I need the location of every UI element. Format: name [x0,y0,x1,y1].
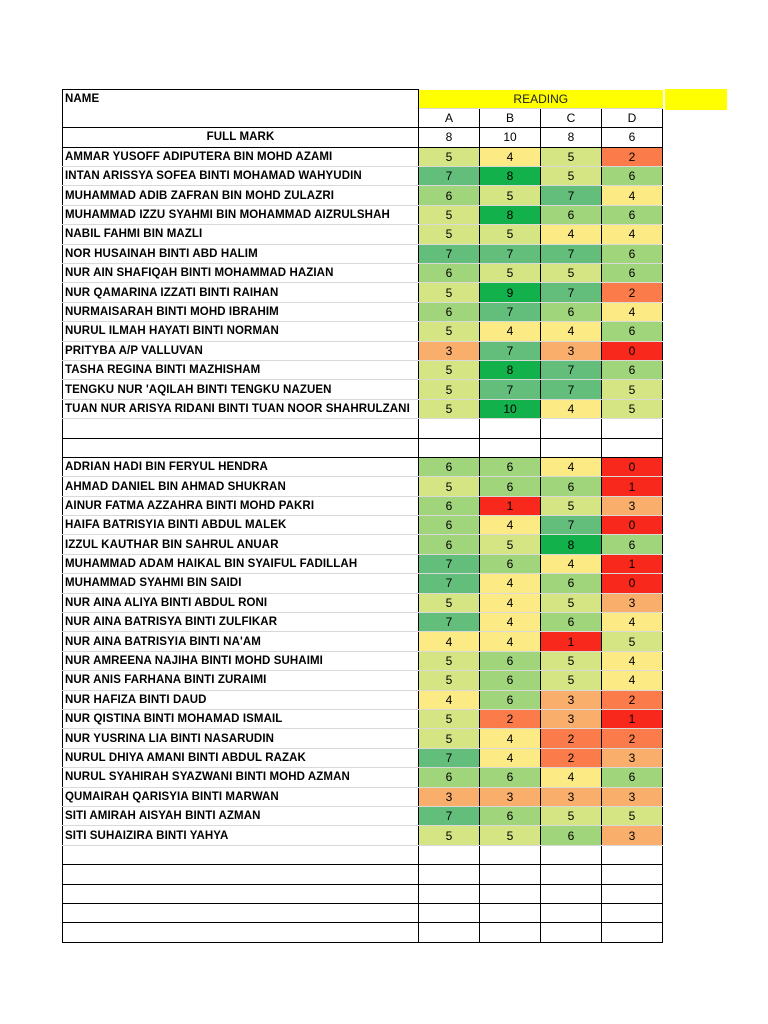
student-name-cell[interactable]: TUAN NUR ARISYA RIDANI BINTI TUAN NOOR SHAHRULZANI [63,399,419,418]
score-cell-b[interactable]: 5 [480,826,541,845]
score-cell-d[interactable]: 4 [602,671,663,690]
student-name-cell[interactable]: MUHAMMAD IZZU SYAHMI BIN MOHAMMAD AIZRULSHAH [63,205,419,224]
empty-name-cell[interactable] [63,419,419,438]
empty-score-cell[interactable] [602,884,663,903]
score-cell-d[interactable]: 4 [602,225,663,244]
student-name-cell[interactable]: TENGKU NUR 'AQILAH BINTI TENGKU NAZUEN [63,380,419,399]
student-name-cell[interactable]: NUR AINA BATRISYA BINTI ZULFIKAR [63,613,419,632]
student-name-cell[interactable]: SITI SUHAIZIRA BINTI YAHYA [63,826,419,845]
student-name-cell[interactable]: MUHAMMAD SYAHMI BIN SAIDI [63,574,419,593]
score-cell-d[interactable]: 2 [602,283,663,302]
empty-row [63,438,663,457]
score-cell-a[interactable]: 3 [419,787,480,806]
full-mark-a[interactable]: 8 [419,128,480,147]
student-row [63,710,663,729]
score-cell-c[interactable]: 5 [541,593,602,612]
student-name-cell[interactable]: NUR AMREENA NAJIHA BINTI MOHD SUHAIMI [63,651,419,670]
empty-score-cell[interactable] [419,884,480,903]
score-cell-a[interactable]: 6 [419,186,480,205]
score-cell-d[interactable]: 0 [602,574,663,593]
student-row [63,205,663,224]
score-cell-b[interactable]: 6 [480,651,541,670]
student-row [63,477,663,496]
score-cell-a[interactable]: 7 [419,748,480,767]
score-cell-a[interactable]: 5 [419,205,480,224]
score-cell-b[interactable]: 5 [480,186,541,205]
score-cell-d[interactable]: 4 [602,186,663,205]
full-mark-d[interactable]: 6 [602,128,663,147]
score-cell-d[interactable]: 5 [602,380,663,399]
score-cell-d[interactable]: 6 [602,264,663,283]
empty-score-cell[interactable] [419,903,480,922]
student-row [63,225,663,244]
score-cell-d[interactable]: 1 [602,710,663,729]
score-cell-b[interactable]: 6 [480,554,541,573]
empty-score-cell[interactable] [602,845,663,864]
empty-name-cell[interactable] [63,845,419,864]
score-cell-c[interactable]: 4 [541,225,602,244]
student-row [63,729,663,748]
student-name-cell[interactable]: NOR HUSAINAH BINTI ABD HALIM [63,244,419,263]
score-cell-b[interactable]: 6 [480,457,541,476]
score-cell-a[interactable]: 5 [419,710,480,729]
score-cell-d[interactable]: 3 [602,593,663,612]
empty-name-cell[interactable] [63,884,419,903]
header-highlight [665,89,727,110]
student-row [63,768,663,787]
student-name-cell[interactable]: NURUL ILMAH HAYATI BINTI NORMAN [63,322,419,341]
empty-score-cell[interactable] [480,903,541,922]
score-cell-a[interactable]: 5 [419,283,480,302]
score-cell-d[interactable]: 4 [602,651,663,670]
score-cell-b[interactable]: 4 [480,632,541,651]
empty-score-cell[interactable] [602,903,663,922]
score-cell-d[interactable]: 3 [602,826,663,845]
score-cell-b[interactable]: 6 [480,806,541,825]
score-cell-c[interactable]: 7 [541,283,602,302]
student-row [63,380,663,399]
student-row [63,651,663,670]
score-cell-b[interactable]: 3 [480,787,541,806]
score-cell-c[interactable]: 5 [541,806,602,825]
score-cell-a[interactable]: 6 [419,496,480,515]
score-cell-d[interactable]: 4 [602,302,663,321]
score-cell-c[interactable]: 5 [541,651,602,670]
name-header-cell[interactable] [63,90,419,128]
student-name-cell[interactable]: NURUL DHIYA AMANI BINTI ABDUL RAZAK [63,748,419,767]
student-name-cell[interactable]: PRITYBA A/P VALLUVAN [63,341,419,360]
score-cell-c[interactable]: 3 [541,710,602,729]
score-cell-c[interactable]: 2 [541,748,602,767]
score-cell-a[interactable]: 5 [419,671,480,690]
empty-score-cell[interactable] [419,923,480,942]
score-cell-d[interactable]: 5 [602,399,663,418]
score-cell-c[interactable]: 7 [541,186,602,205]
score-cell-c[interactable]: 8 [541,535,602,554]
score-cell-b[interactable]: 8 [480,167,541,186]
score-cell-b[interactable]: 4 [480,516,541,535]
score-cell-b[interactable]: 4 [480,322,541,341]
student-row [63,554,663,573]
score-cell-c[interactable]: 7 [541,516,602,535]
empty-score-cell[interactable] [602,419,663,438]
score-cell-b[interactable]: 4 [480,613,541,632]
score-cell-d[interactable]: 6 [602,535,663,554]
score-cell-a[interactable]: 7 [419,806,480,825]
score-cell-d[interactable]: 2 [602,690,663,709]
score-cell-a[interactable]: 7 [419,167,480,186]
score-cell-d[interactable]: 0 [602,516,663,535]
score-cell-c[interactable]: 4 [541,399,602,418]
empty-score-cell[interactable] [480,438,541,457]
student-name-cell[interactable]: SITI AMIRAH AISYAH BINTI AZMAN [63,806,419,825]
student-name-cell[interactable]: MUHAMMAD ADIB ZAFRAN BIN MOHD ZULAZRI [63,186,419,205]
score-cell-b[interactable]: 4 [480,748,541,767]
empty-row [63,923,663,942]
empty-name-cell[interactable] [63,438,419,457]
student-name-cell[interactable]: NUR HAFIZA BINTI DAUD [63,690,419,709]
student-name-cell[interactable]: HAIFA BATRISYIA BINTI ABDUL MALEK [63,516,419,535]
score-cell-b[interactable]: 6 [480,768,541,787]
empty-score-cell[interactable] [602,923,663,942]
score-cell-a[interactable]: 3 [419,341,480,360]
student-row [63,826,663,845]
empty-score-cell[interactable] [480,923,541,942]
score-cell-d[interactable]: 3 [602,787,663,806]
empty-score-cell[interactable] [602,865,663,884]
score-cell-a[interactable]: 7 [419,574,480,593]
empty-score-cell[interactable] [419,419,480,438]
reading-score-table [62,89,663,943]
reading-header-cell[interactable]: READING [419,90,663,109]
score-cell-b[interactable]: 9 [480,283,541,302]
score-cell-d[interactable]: 2 [602,729,663,748]
student-name-cell[interactable]: NUR ANIS FARHANA BINTI ZURAIMI [63,671,419,690]
score-cell-c[interactable]: 6 [541,302,602,321]
score-cell-a[interactable]: 5 [419,651,480,670]
score-cell-a[interactable]: 5 [419,322,480,341]
student-name-cell[interactable]: AINUR FATMA AZZAHRA BINTI MOHD PAKRI [63,496,419,515]
score-cell-c[interactable]: 6 [541,826,602,845]
student-row [63,399,663,418]
score-cell-c[interactable]: 6 [541,205,602,224]
score-cell-d[interactable]: 2 [602,147,663,166]
score-cell-c[interactable]: 7 [541,360,602,379]
empty-name-cell[interactable] [63,903,419,922]
score-cell-b[interactable]: 6 [480,690,541,709]
score-cell-c[interactable]: 3 [541,690,602,709]
score-cell-a[interactable]: 7 [419,244,480,263]
score-cell-c[interactable]: 6 [541,574,602,593]
student-name-cell[interactable]: MUHAMMAD ADAM HAIKAL BIN SYAIFUL FADILLAH [63,554,419,573]
student-row [63,748,663,767]
score-cell-b[interactable]: 7 [480,302,541,321]
score-cell-d[interactable]: 4 [602,613,663,632]
student-row [63,186,663,205]
score-cell-d[interactable]: 5 [602,806,663,825]
student-name-cell[interactable]: NABIL FAHMI BIN MAZLI [63,225,419,244]
score-cell-d[interactable]: 6 [602,205,663,224]
empty-score-cell[interactable] [480,419,541,438]
student-name-cell[interactable]: NUR AINA ALIYA BINTI ABDUL RONI [63,593,419,612]
empty-score-cell[interactable] [419,438,480,457]
score-cell-c[interactable]: 5 [541,167,602,186]
score-cell-b[interactable]: 8 [480,360,541,379]
empty-score-cell[interactable] [541,865,602,884]
score-cell-a[interactable]: 7 [419,554,480,573]
empty-score-cell[interactable] [541,884,602,903]
name-header-label: NAME [65,93,100,105]
score-cell-b[interactable]: 7 [480,244,541,263]
score-cell-c[interactable]: 4 [541,554,602,573]
score-cell-b[interactable]: 4 [480,729,541,748]
empty-row [63,903,663,922]
empty-score-cell[interactable] [480,845,541,864]
score-cell-b[interactable]: 5 [480,225,541,244]
column-header-d[interactable]: D [602,108,663,127]
student-row [63,302,663,321]
student-name-cell[interactable]: NUR AIN SHAFIQAH BINTI MOHAMMAD HAZIAN [63,264,419,283]
score-cell-c[interactable]: 7 [541,380,602,399]
student-name-cell[interactable]: NURMAISARAH BINTI MOHD IBRAHIM [63,302,419,321]
empty-score-cell[interactable] [541,438,602,457]
empty-score-cell[interactable] [419,865,480,884]
score-cell-b[interactable]: 5 [480,535,541,554]
score-cell-a[interactable]: 5 [419,147,480,166]
score-cell-d[interactable]: 3 [602,748,663,767]
student-name-cell[interactable]: ADRIAN HADI BIN FERYUL HENDRA [63,457,419,476]
student-row [63,147,663,166]
score-cell-a[interactable]: 5 [419,399,480,418]
student-name-cell[interactable]: AMMAR YUSOFF ADIPUTERA BIN MOHD AZAMI [63,147,419,166]
student-name-cell[interactable]: QUMAIRAH QARISYIA BINTI MARWAN [63,787,419,806]
empty-score-cell[interactable] [419,845,480,864]
student-name-cell[interactable]: NUR QISTINA BINTI MOHAMAD ISMAIL [63,710,419,729]
score-cell-d[interactable]: 6 [602,768,663,787]
score-cell-d[interactable]: 6 [602,167,663,186]
empty-score-cell[interactable] [602,438,663,457]
student-row [63,690,663,709]
score-cell-a[interactable]: 7 [419,613,480,632]
score-cell-a[interactable]: 5 [419,360,480,379]
score-cell-b[interactable]: 4 [480,574,541,593]
score-cell-a[interactable]: 5 [419,380,480,399]
score-cell-c[interactable]: 4 [541,322,602,341]
score-cell-a[interactable]: 4 [419,632,480,651]
student-name-cell[interactable]: NUR AINA BATRISYIA BINTI NA'AM [63,632,419,651]
score-cell-a[interactable]: 5 [419,477,480,496]
empty-score-cell[interactable] [541,419,602,438]
score-cell-c[interactable]: 1 [541,632,602,651]
score-cell-a[interactable]: 6 [419,302,480,321]
header-row-title [63,90,663,109]
score-cell-d[interactable]: 0 [602,341,663,360]
empty-name-cell[interactable] [63,923,419,942]
column-header-b[interactable]: B [480,108,541,127]
student-name-cell[interactable]: IZZUL KAUTHAR BIN SAHRUL ANUAR [63,535,419,554]
student-row [63,360,663,379]
score-cell-d[interactable]: 0 [602,457,663,476]
empty-score-cell[interactable] [480,884,541,903]
student-name-cell[interactable]: INTAN ARISSYA SOFEA BINTI MOHAMAD WAHYUDIN [63,167,419,186]
student-row [63,341,663,360]
full-mark-label[interactable]: FULL MARK [63,128,419,147]
score-cell-b[interactable]: 1 [480,496,541,515]
student-row [63,167,663,186]
score-cell-a[interactable]: 6 [419,457,480,476]
column-header-c[interactable]: C [541,108,602,127]
score-cell-b[interactable]: 7 [480,380,541,399]
score-cell-d[interactable]: 1 [602,477,663,496]
student-name-cell[interactable]: TASHA REGINA BINTI MAZHISHAM [63,360,419,379]
student-name-cell[interactable]: AHMAD DANIEL BIN AHMAD SHUKRAN [63,477,419,496]
score-cell-c[interactable]: 4 [541,768,602,787]
empty-score-cell[interactable] [480,865,541,884]
student-name-cell[interactable]: NUR QAMARINA IZZATI BINTI RAIHAN [63,283,419,302]
score-cell-c[interactable]: 6 [541,613,602,632]
student-row [63,613,663,632]
empty-score-cell[interactable] [541,923,602,942]
student-row [63,574,663,593]
empty-row [63,884,663,903]
student-row [63,264,663,283]
empty-score-cell[interactable] [541,903,602,922]
score-cell-c[interactable]: 3 [541,787,602,806]
student-name-cell[interactable]: NURUL SYAHIRAH SYAZWANI BINTI MOHD AZMAN [63,768,419,787]
student-row [63,457,663,476]
full-mark-b[interactable]: 10 [480,128,541,147]
score-cell-a[interactable]: 5 [419,593,480,612]
student-row [63,787,663,806]
student-row [63,671,663,690]
student-row [63,283,663,302]
score-cell-a[interactable]: 4 [419,690,480,709]
empty-row [63,845,663,864]
score-cell-d[interactable]: 5 [602,632,663,651]
column-header-a[interactable]: A [419,108,480,127]
student-row [63,632,663,651]
score-cell-a[interactable]: 6 [419,516,480,535]
score-cell-b[interactable]: 6 [480,477,541,496]
empty-row [63,419,663,438]
score-cell-c[interactable]: 5 [541,147,602,166]
score-cell-b[interactable]: 4 [480,593,541,612]
full-mark-row [63,128,663,147]
score-cell-c[interactable]: 3 [541,341,602,360]
score-cell-c[interactable]: 7 [541,244,602,263]
score-cell-a[interactable]: 6 [419,264,480,283]
score-cell-b[interactable]: 2 [480,710,541,729]
student-name-cell[interactable]: NUR YUSRINA LIA BINTI NASARUDIN [63,729,419,748]
score-cell-d[interactable]: 6 [602,360,663,379]
student-row [63,806,663,825]
score-cell-a[interactable]: 5 [419,826,480,845]
score-cell-a[interactable]: 6 [419,768,480,787]
score-cell-c[interactable]: 5 [541,496,602,515]
score-cell-d[interactable]: 3 [602,496,663,515]
score-cell-c[interactable]: 4 [541,457,602,476]
score-cell-a[interactable]: 6 [419,535,480,554]
student-row [63,496,663,515]
score-cell-a[interactable]: 5 [419,729,480,748]
student-row [63,535,663,554]
score-cell-b[interactable]: 6 [480,671,541,690]
student-row [63,244,663,263]
score-cell-c[interactable]: 5 [541,264,602,283]
score-cell-b[interactable]: 5 [480,264,541,283]
score-cell-c[interactable]: 5 [541,671,602,690]
empty-row [63,865,663,884]
score-cell-c[interactable]: 2 [541,729,602,748]
student-row [63,516,663,535]
score-cell-b[interactable]: 7 [480,341,541,360]
full-mark-c[interactable]: 8 [541,128,602,147]
score-cell-b[interactable]: 4 [480,147,541,166]
score-cell-d[interactable]: 1 [602,554,663,573]
score-cell-b[interactable]: 8 [480,205,541,224]
student-row [63,322,663,341]
score-cell-a[interactable]: 5 [419,225,480,244]
student-row [63,593,663,612]
empty-score-cell[interactable] [541,845,602,864]
empty-name-cell[interactable] [63,865,419,884]
score-cell-d[interactable]: 6 [602,322,663,341]
score-cell-c[interactable]: 6 [541,477,602,496]
score-cell-d[interactable]: 6 [602,244,663,263]
score-cell-b[interactable]: 10 [480,399,541,418]
